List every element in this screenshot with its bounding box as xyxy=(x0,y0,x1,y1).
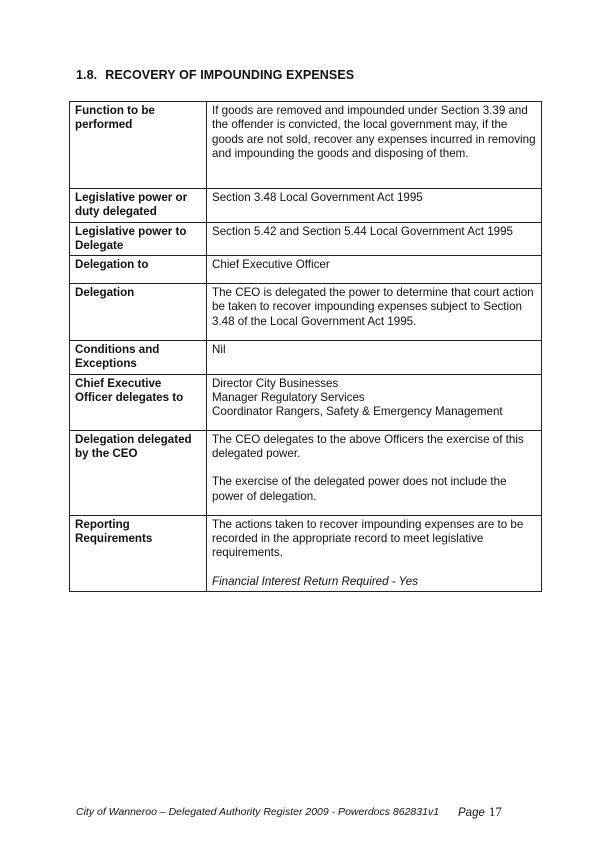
row-label: Conditions and Exceptions xyxy=(70,341,207,375)
row-label: Legislative power or duty delegated xyxy=(70,189,207,223)
officer-line: Coordinator Rangers, Safety & Emergency Management xyxy=(212,405,503,419)
row-paragraph: The CEO delegates to the above Officers the exercise of this delegated power. xyxy=(212,432,524,461)
row-value xyxy=(207,515,542,591)
table-row-reporting xyxy=(70,515,542,591)
row-value xyxy=(207,189,542,223)
row-value xyxy=(207,284,542,341)
footer-document-ref: City of Wanneroo – Delegated Authority Register 2009 - Powerdocs 862831v1 xyxy=(76,806,440,818)
row-paragraph: Section 5.42 and Section 5.44 Local Government Act 1995 xyxy=(212,224,513,238)
row-paragraph: The actions taken to recover impounding expenses are to be recorded in the appropriate record to meet legislative requirements. xyxy=(212,517,524,560)
row-label: Delegation xyxy=(70,284,207,341)
section-number: 1.8. xyxy=(76,68,98,82)
table-row-power-to-delegate xyxy=(70,222,542,256)
table-row-delegation xyxy=(70,284,542,341)
row-label: Delegation delegated by the CEO xyxy=(70,430,207,515)
officer-line: Director City Businesses xyxy=(212,376,339,390)
row-value xyxy=(207,430,542,515)
row-value xyxy=(207,102,542,189)
row-paragraph: The CEO is delegated the power to determine that court action be taken to recover impounding expenses subject to Section 3.48 of the Local Government Act 1995. xyxy=(212,286,534,328)
table-row-conditions xyxy=(70,341,542,375)
row-label: Reporting Requirements xyxy=(70,515,207,591)
row-value xyxy=(207,374,542,430)
footer-page xyxy=(458,804,502,820)
row-label: Function to be performed xyxy=(70,102,207,189)
table-row-ceo-delegates-to xyxy=(70,374,542,430)
table-row-legislative-power xyxy=(70,189,542,223)
financial-interest-note: Financial Interest Return Required - Yes xyxy=(212,574,419,588)
officer-line: Manager Regulatory Services xyxy=(212,391,365,405)
row-paragraph: Section 3.48 Local Government Act 1995 xyxy=(212,191,423,204)
row-paragraph: Chief Executive Officer xyxy=(212,258,330,272)
row-paragraph: If goods are removed and impounded under Section 3.39 and the offender is convicted, the local government may, if the goods are not sold, recover any expenses incurred in removing and impounding the goods and disposing of them. xyxy=(212,104,536,160)
row-value xyxy=(207,222,542,256)
row-value xyxy=(207,256,542,284)
row-label: Chief Executive Officer delegates to xyxy=(70,374,207,430)
table-row-delegation-to xyxy=(70,256,542,284)
delegation-table xyxy=(69,101,542,592)
page-label: Page xyxy=(458,807,485,819)
table-row-function xyxy=(70,102,542,189)
section-title: RECOVERY OF IMPOUNDING EXPENSES xyxy=(105,68,355,82)
page-number: 17 xyxy=(488,804,502,819)
page-title xyxy=(76,68,354,82)
row-label: Delegation to xyxy=(70,256,207,284)
row-label: Legislative power to Delegate xyxy=(70,222,207,256)
table-row-delegated-by-ceo xyxy=(70,430,542,515)
row-value xyxy=(207,341,542,375)
row-paragraph: Nil xyxy=(212,343,226,357)
row-paragraph: The exercise of the delegated power does not include the power of delegation. xyxy=(212,475,507,503)
